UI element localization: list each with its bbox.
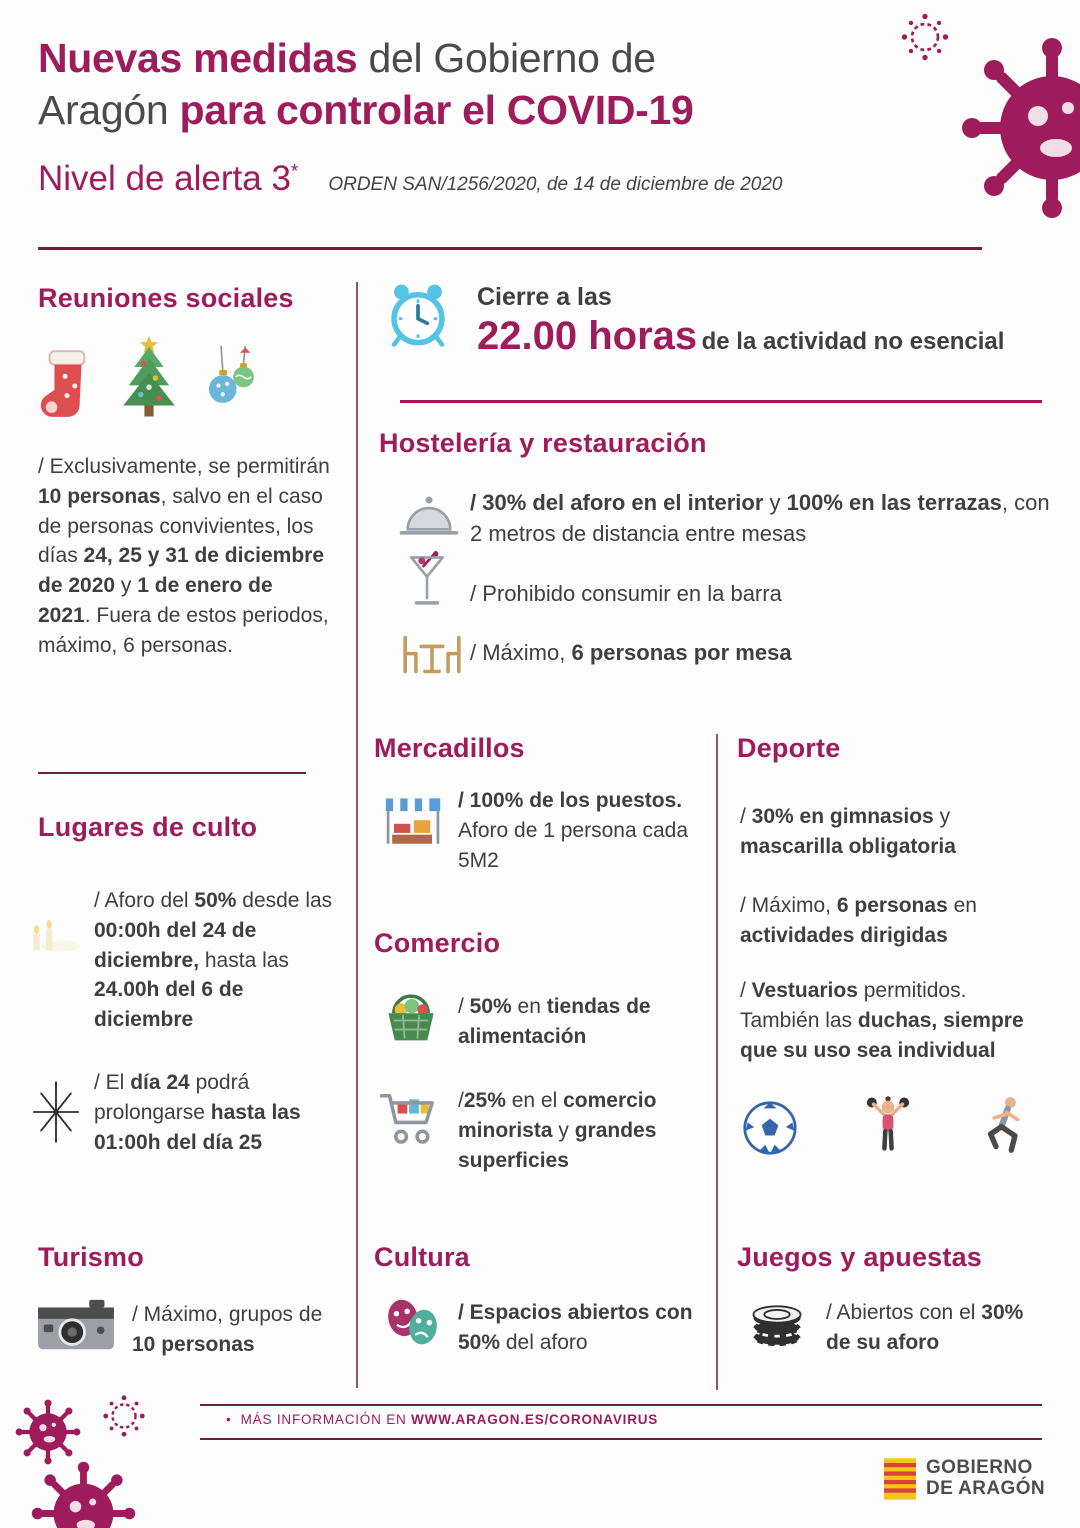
section-title-turismo: Turismo <box>38 1242 144 1272</box>
t-seg: / Exclusivamente, se permitirán <box>38 455 330 478</box>
t-seg: del aforo <box>500 1330 588 1354</box>
title-accent-1: Nuevas medidas <box>38 35 358 81</box>
t-seg: y <box>763 490 787 515</box>
aragon-flag-icon <box>884 1458 916 1500</box>
cocktail-icon <box>406 550 448 612</box>
t-seg: y <box>552 1118 575 1142</box>
t-seg: 1 de enero de 2021 <box>38 574 273 628</box>
alarm-clock-icon <box>383 280 453 350</box>
virus-dotted-icon <box>100 1392 148 1440</box>
t-seg: y <box>933 805 951 828</box>
t-seg: 24.00h del 6 de diciembre <box>94 978 244 1032</box>
t-seg: / Máximo, <box>470 640 572 665</box>
title-accent-2: para controlar el COVID-19 <box>179 87 694 134</box>
christmas-tree-icon <box>116 333 182 423</box>
t-seg: grandes superficies <box>458 1118 657 1172</box>
soccer-ball-icon <box>742 1100 798 1156</box>
market-stall-icon <box>383 793 443 851</box>
t-seg: duchas, siempre que su uso sea individual <box>740 1008 1024 1062</box>
t-seg: en <box>947 894 977 917</box>
shopping-cart-icon <box>378 1088 442 1148</box>
reuniones-body <box>38 452 330 661</box>
t-seg: 50% <box>469 995 512 1018</box>
t-seg: / 100% de los puestos. <box>458 789 683 812</box>
section-title-cultura: Cultura <box>374 1242 470 1272</box>
t-seg: / Máximo, <box>740 894 837 917</box>
footer-info-link[interactable]: WWW.ARAGON.ES/CORONAVIRUS <box>411 1412 659 1427</box>
turismo-text <box>132 1300 332 1360</box>
t-seg: hasta las 01:00h del día 25 <box>94 1100 301 1154</box>
t-seg: día 24 <box>130 1071 190 1094</box>
comercio-item-2 <box>458 1086 708 1175</box>
t-seg: 100% en las terrazas <box>786 490 1002 515</box>
running-icon <box>978 1094 1032 1156</box>
t-seg: 25% <box>463 1089 506 1112</box>
page-title <box>38 32 858 137</box>
footer-info-prefix: MÁS INFORMACIÓN EN <box>240 1412 412 1427</box>
t-seg: en <box>511 995 547 1018</box>
deporte-item-1 <box>740 802 1040 862</box>
t-seg: Vestuarios <box>751 979 858 1002</box>
serving-dish-icon <box>398 492 460 540</box>
closure-divider <box>400 400 1042 403</box>
camera-icon <box>36 1298 116 1353</box>
section-title-juegos: Juegos y apuestas <box>737 1242 983 1272</box>
t-seg: / <box>458 1089 464 1112</box>
t-seg: 50% <box>194 889 237 912</box>
alert-level <box>38 159 298 199</box>
cultura-text <box>458 1298 698 1358</box>
culto-item-1 <box>94 886 340 1035</box>
t-seg: 6 personas por mesa <box>571 640 792 665</box>
logo-text <box>926 1458 1045 1500</box>
t-seg: 10 personas <box>132 1332 255 1356</box>
header <box>38 32 858 199</box>
footer-bullet: • <box>226 1412 232 1427</box>
footer-divider-top <box>200 1404 1042 1406</box>
t-seg: mascarilla obligatoria <box>740 834 956 858</box>
grocery-basket-icon <box>381 988 441 1044</box>
column-divider-right <box>716 734 718 1390</box>
culto-item-2 <box>94 1068 334 1157</box>
juegos-text <box>826 1298 1044 1358</box>
alert-asterisk: * <box>290 161 299 183</box>
hosteleria-item-2: / Prohibido consumir en la barra <box>470 581 782 606</box>
alert-level-text: Nivel de alerta 3 <box>38 158 291 198</box>
closure-time: 22.00 horas <box>477 314 698 358</box>
t-seg: podrá prolongarse <box>94 1071 250 1124</box>
footer-divider-bottom <box>200 1438 1042 1440</box>
t-seg: 30% de su aforo <box>826 1301 1024 1354</box>
t-seg: 6 personas <box>836 894 948 917</box>
mercadillos-text <box>458 786 708 875</box>
order-reference: ORDEN SAN/1256/2020, de 14 de diciembre de 2020 <box>328 173 783 195</box>
header-divider <box>38 247 982 250</box>
logo-line-1: GOBIERNO <box>926 1457 1033 1479</box>
star-icon <box>30 1080 82 1144</box>
weightlifting-icon <box>861 1094 915 1156</box>
left-column-divider <box>38 772 306 774</box>
t-seg: / Espacios abiertos con 50% <box>458 1301 693 1354</box>
t-seg: 10 personas <box>38 484 161 508</box>
t-seg: / <box>740 979 752 1002</box>
section-title-culto: Lugares de culto <box>38 812 258 842</box>
virus-icon <box>952 28 1080 228</box>
t-seg: permitidos. También las <box>740 979 967 1032</box>
theater-masks-icon <box>381 1296 445 1349</box>
t-seg: / Máximo, grupos de <box>132 1303 323 1326</box>
table-and-chairs-icon <box>398 632 466 677</box>
t-seg: / Aforo del <box>94 889 195 912</box>
t-seg: / 30% del aforo en el interior <box>470 490 764 515</box>
logo-line-2: DE ARAGÓN <box>926 1478 1046 1499</box>
t-seg: / Abiertos con el <box>826 1301 982 1324</box>
t-seg: 30% en gimnasios <box>751 805 934 828</box>
t-seg: . Fuera de estos periodos, máximo, 6 personas. <box>38 604 329 657</box>
closure-block <box>477 283 1043 359</box>
virus-icon <box>26 1456 141 1528</box>
t-seg: , con 2 metros de distancia entre mesas <box>470 490 1050 547</box>
t-seg: y <box>115 574 138 598</box>
t-seg: / El <box>94 1071 131 1094</box>
gobierno-aragon-logo <box>884 1458 1045 1500</box>
column-divider-left <box>356 282 358 1388</box>
christmas-icons-row <box>38 333 310 423</box>
t-seg: 24, 25 y 31 de diciembre de 2020 <box>38 544 325 598</box>
christmas-stocking-icon <box>38 347 96 423</box>
section-title-mercadillos: Mercadillos <box>374 733 525 763</box>
t-seg: en el <box>505 1089 564 1112</box>
section-title-reuniones: Reuniones sociales <box>38 283 294 313</box>
section-title-comercio: Comercio <box>374 928 501 958</box>
title-plain-2: Aragón <box>38 87 180 134</box>
deporte-item-3 <box>740 976 1046 1065</box>
footer-info <box>226 1412 658 1427</box>
comercio-item-1 <box>458 992 698 1052</box>
t-seg: Aforo de 1 persona cada 5M2 <box>458 818 688 872</box>
t-seg: hasta las <box>199 948 289 972</box>
sports-icons-row <box>742 1094 1032 1156</box>
t-seg: comercio minorista <box>458 1089 657 1142</box>
poker-chips-icon <box>748 1298 806 1349</box>
t-seg: / <box>458 995 470 1018</box>
t-seg: 00:00h del 24 de diciembre, <box>94 918 257 972</box>
t-seg: , salvo en el caso de personas convivientes, los días <box>38 484 323 568</box>
hosteleria-item-1 <box>470 487 1056 549</box>
t-seg: / <box>740 805 752 828</box>
t-seg: desde las <box>236 889 333 912</box>
virus-dotted-icon <box>898 10 952 64</box>
closure-rest: de la actividad no esencial <box>701 328 1005 355</box>
t-seg: tiendas de alimentación <box>458 995 651 1048</box>
title-plain-1: del Gobierno de <box>357 35 656 81</box>
t-seg: actividades dirigidas <box>740 923 948 947</box>
section-title-hosteleria: Hostelería y restauración <box>379 428 707 458</box>
closure-intro: Cierre a las <box>477 283 612 311</box>
hosteleria-item-3 <box>470 637 1030 668</box>
christmas-ornaments-icon <box>202 343 266 423</box>
candles-icon <box>26 918 84 954</box>
deporte-item-2 <box>740 891 1040 951</box>
section-title-deporte: Deporte <box>737 733 841 763</box>
